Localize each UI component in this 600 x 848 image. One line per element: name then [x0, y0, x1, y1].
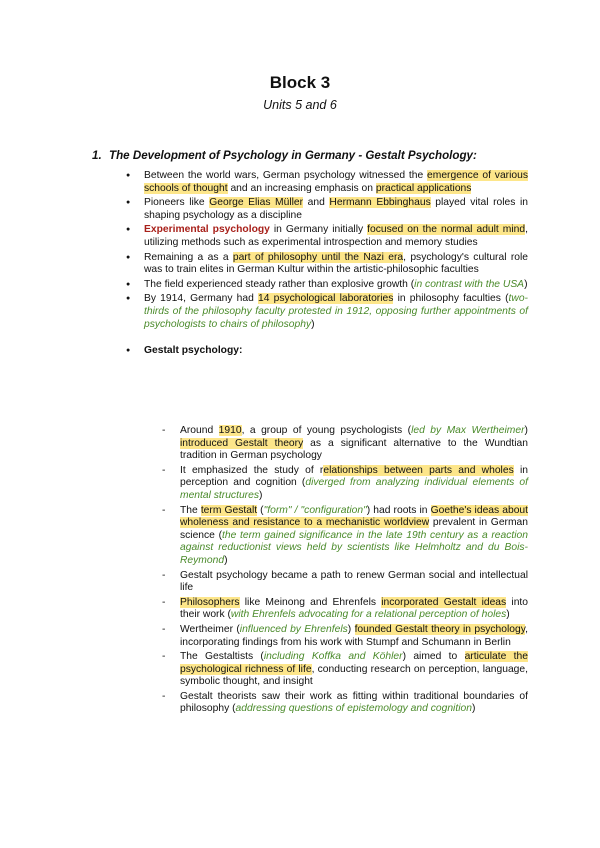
list-item	[160, 597, 528, 622]
highlight-run: Goethe's ideas about wholeness and resistance to a mechanistic worldview	[180, 504, 529, 529]
highlight-run: introduced Gestalt theory	[180, 437, 304, 449]
highlight-run: part of philosophy until the Nazi era	[232, 251, 404, 263]
text-run: Between the world wars, German psychology witnessed the	[144, 170, 428, 181]
text-run: )	[471, 703, 476, 715]
text-run: )	[311, 318, 315, 330]
text-run: The	[180, 504, 201, 516]
dash-list	[160, 425, 528, 718]
note-run: with Ehrenfels advocating for a relational perception of holes	[230, 609, 507, 621]
highlight-run: founded Gestalt theory in psychology	[354, 623, 526, 635]
highlight-run: emergence of various schools of thought	[144, 170, 528, 194]
text-run: )	[224, 554, 228, 566]
text-run: It emphasized the study of r	[180, 464, 324, 476]
text-run: , utilizing methods such as experimental introspection and memory studies	[144, 224, 528, 248]
text-run: The field experienced steady rather than explosive growth (	[144, 278, 415, 290]
text-run: , a group of young psychologists (	[241, 425, 412, 436]
highlight-run: 14 psychological laboratories	[257, 293, 394, 305]
text-run: , psychology's cultural role was to train elites in German Kultur within the artistic-philosophic faculties	[144, 251, 528, 276]
text-run: The Gestaltists (	[180, 651, 264, 663]
text-run: prevalent in German science (	[180, 517, 529, 541]
note-run: two-thirds of the philosophy faculty protested in 1912, opposing further appointments of psychologists to chairs of philosophy	[144, 293, 528, 330]
highlight-run: incorporated Gestalt ideas	[381, 596, 507, 608]
list-item	[160, 425, 528, 463]
list-item	[160, 505, 528, 568]
document-subtitle: Units 5 and 6	[263, 98, 337, 112]
note-run: influenced by Ehrenfels	[239, 623, 348, 635]
highlight-run: George Elias Müller	[209, 197, 304, 209]
section-heading-text: The Development of Psychology in Germany - Gestalt Psychology:	[109, 149, 477, 162]
list-item	[126, 293, 528, 331]
highlight-run: 1910	[218, 425, 242, 436]
list-item	[160, 691, 528, 716]
text-run: )	[258, 489, 263, 501]
highlight-run: elationships between parts and wholes	[323, 464, 514, 476]
text-run: , conducting research on perception, language, symbolic thought, and insight	[180, 663, 528, 688]
text-run: Pioneers like	[144, 197, 210, 209]
list-item	[160, 651, 528, 689]
text-run: into their work (	[180, 596, 529, 621]
note-run: led by Max Wertheimer	[411, 425, 525, 436]
text-run: and an increasing emphasis on	[227, 182, 376, 194]
text-run: (	[257, 504, 264, 516]
text-run: )	[524, 425, 528, 436]
text-run: Wertheimer (	[180, 623, 240, 635]
text-run: like Meinong and Ehrenfels	[239, 596, 382, 608]
text-run: Around	[180, 425, 219, 436]
note-run: addressing questions of epistemology and cognition	[235, 703, 472, 715]
list-item	[126, 252, 528, 277]
list-item	[126, 197, 528, 222]
gestalt-heading: ● Gestalt psychology:	[126, 345, 528, 358]
key-term: Experimental psychology	[144, 224, 270, 236]
text-run: in philosophy faculties (	[393, 293, 509, 305]
text-run: Gestalt psychology became a path to renew German social and intellectual life	[180, 569, 528, 594]
text-run: in Germany initially	[269, 224, 368, 236]
text-run: Remaining a as a	[144, 251, 233, 263]
text-run: ) aimed to	[402, 651, 465, 663]
text-run: By 1914, Germany had	[144, 293, 258, 305]
note-run: diverged from analyzing individual elements of mental structures	[180, 477, 528, 501]
text-run: in perception and cognition (	[180, 464, 528, 489]
list-item	[160, 624, 528, 649]
list-item	[126, 224, 528, 249]
note-run: including Koffka and Köhler	[263, 651, 403, 663]
list-item	[126, 170, 528, 195]
section-number: 1.	[92, 149, 102, 162]
highlight-run: Hermann Ebbinghaus	[329, 197, 431, 209]
highlight-run: practical applications	[375, 182, 472, 194]
list-item	[160, 570, 528, 595]
highlight-run: Philosophers	[180, 596, 240, 608]
note-run: the term gained significance in the late 19th century as a reaction against reductionist views held by scientists like Helmholtz and du Bois-Reymond	[180, 529, 528, 566]
text-run: )	[347, 623, 355, 635]
text-run: )	[506, 609, 510, 621]
section-heading	[92, 149, 562, 163]
highlight-run: term Gestalt	[200, 504, 258, 516]
highlight-run: articulate the psychological richness of life	[180, 651, 528, 675]
text-run: )	[524, 278, 528, 290]
note-run: in contrast with the USA	[414, 278, 525, 290]
highlight-run: focused on the normal adult mind	[367, 224, 526, 236]
document-title: Block 3	[269, 73, 331, 92]
text-run: and	[303, 197, 330, 209]
list-item	[160, 465, 528, 503]
note-run: "form" / "configuration"	[263, 504, 367, 516]
text-run: , incorporating findings from his work with Stumpf and Schumann in Berlin	[180, 623, 528, 648]
bullet-list	[126, 170, 528, 360]
text-run: played vital roles in shaping psychology as a discipline	[144, 197, 528, 221]
text-run: as a significant alternative to the Wundtian tradition in German psychology	[180, 437, 529, 462]
text-run: Gestalt theorists saw their work as fitting within traditional boundaries of philosophy (	[180, 690, 528, 715]
list-item	[126, 279, 528, 292]
text-run: ) had roots in	[366, 504, 431, 516]
